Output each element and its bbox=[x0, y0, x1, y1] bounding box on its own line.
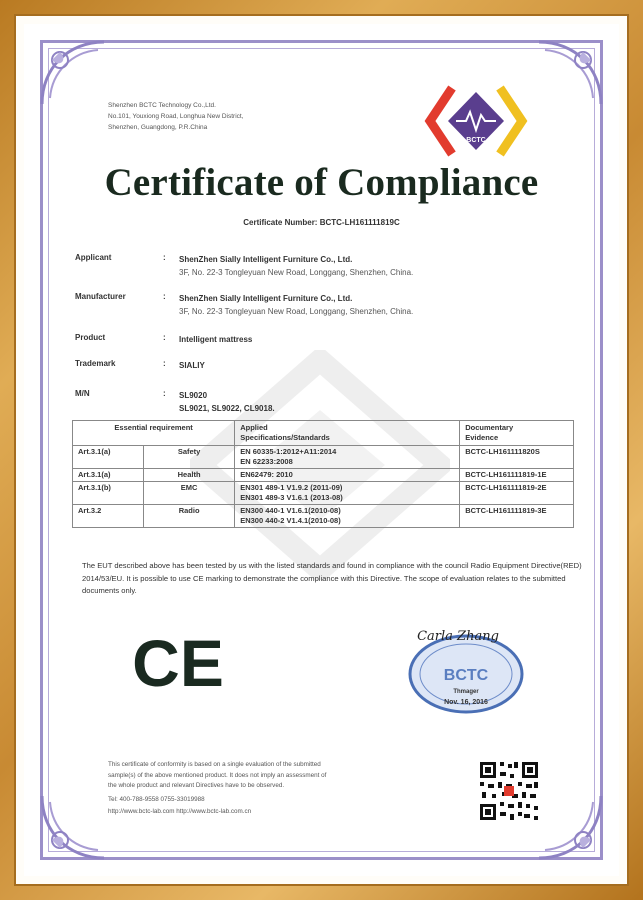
row-standard-1: EN 60335-1:2012+A11:2014 bbox=[240, 447, 337, 456]
footer-phone: Tel: 400-788-9558 0755-33019988 bbox=[108, 795, 205, 803]
applicant-address: 3F, No. 22-3 Tongleyuan New Road, Longgang, Shenzhen, China. bbox=[179, 268, 414, 277]
header-applied bbox=[235, 421, 460, 446]
row-requirement: EMC bbox=[144, 482, 235, 505]
manufacturer-label: Manufacturer bbox=[75, 292, 126, 301]
model-number-primary: SL9020 bbox=[179, 391, 208, 400]
table-row bbox=[73, 482, 574, 505]
model-number-variants: SL9021, SL9022, CL9018. bbox=[179, 404, 275, 413]
corner-ornament-bottom-right bbox=[535, 792, 605, 862]
product-label: Product bbox=[75, 333, 106, 342]
footer-websites: http://www.bctc-lab.com http://www.bctc-lab.com.cn bbox=[108, 808, 252, 815]
issuer-name: Shenzhen BCTC Technology Co.,Ltd. bbox=[108, 102, 216, 109]
row-evidence: BCTC-LH161111819-1E bbox=[460, 469, 574, 482]
applicant-colon: : bbox=[163, 253, 166, 262]
header-applied-line1: Applied bbox=[240, 423, 268, 432]
corner-ornament-top-right bbox=[535, 38, 605, 108]
row-standard-2: EN301 489-3 V1.6.1 (2013-08) bbox=[240, 493, 343, 502]
table-header-row bbox=[73, 421, 574, 446]
row-evidence: BCTC-LH161111820S bbox=[460, 446, 574, 469]
applicant-name: ShenZhen Sially Intelligent Furniture Co., Ltd. bbox=[179, 255, 353, 264]
row-requirement: Safety bbox=[144, 446, 235, 469]
row-standards bbox=[235, 505, 460, 528]
certificate-number: Certificate Number: BCTC-LH161111819C bbox=[243, 218, 400, 227]
row-standards bbox=[235, 446, 460, 469]
row-standard-1: EN301 489-1 V1.9.2 (2011-09) bbox=[240, 483, 343, 492]
row-requirement: Radio bbox=[144, 505, 235, 528]
product-value: Intelligent mattress bbox=[179, 335, 253, 344]
row-article: Art.3.1(a) bbox=[73, 446, 144, 469]
header-essential: Essential requirement bbox=[73, 421, 235, 446]
seal-text: BCTC bbox=[443, 667, 489, 684]
footer-line: This certificate of conformity is based on a single evaluation of the submitted bbox=[108, 761, 321, 768]
table-row bbox=[73, 505, 574, 528]
row-article: Art.3.1(b) bbox=[73, 482, 144, 505]
logo-text: BCTC bbox=[466, 137, 486, 144]
model-number-colon: : bbox=[163, 389, 166, 398]
bctc-logo bbox=[424, 82, 528, 160]
footer-disclaimer bbox=[108, 760, 474, 818]
header-applied-line2: Specifications/Standards bbox=[240, 433, 330, 442]
seal-date: Nov. 16, 2016 bbox=[444, 699, 488, 706]
certificate-title: Certificate of Compliance bbox=[104, 161, 539, 204]
corner-ornament-top-left bbox=[38, 38, 108, 108]
trademark-label: Trademark bbox=[75, 359, 116, 368]
trademark-value: SIALIY bbox=[179, 361, 205, 370]
header-doc-line1: Documentary bbox=[465, 423, 514, 432]
signature: Carla Zhang bbox=[417, 629, 499, 644]
row-standard-1: EN300 440-1 V1.6.1(2010-08) bbox=[240, 506, 341, 515]
issuer-city: Shenzhen, Guangdong, P.R.China bbox=[108, 124, 208, 131]
trademark-colon: : bbox=[163, 359, 166, 368]
manufacturer-address: 3F, No. 22-3 Tongleyuan New Road, Longgang, Shenzhen, China. bbox=[179, 307, 414, 316]
row-standard-2: EN 62233:2008 bbox=[240, 457, 293, 466]
requirements-table bbox=[72, 420, 574, 528]
table-row bbox=[73, 446, 574, 469]
footer-line: the whole product and relevant Directives have to be observed. bbox=[108, 782, 285, 789]
ce-mark-text: CE bbox=[132, 628, 224, 694]
row-standards bbox=[235, 482, 460, 505]
row-evidence: BCTC-LH161111819-3E bbox=[460, 505, 574, 528]
manufacturer-name: ShenZhen Sially Intelligent Furniture Co., Ltd. bbox=[179, 294, 353, 303]
product-colon: : bbox=[163, 333, 166, 342]
row-article: Art.3.1(a) bbox=[73, 469, 144, 482]
manufacturer-colon: : bbox=[163, 292, 166, 301]
row-requirement: Health bbox=[144, 469, 235, 482]
table-row bbox=[73, 469, 574, 482]
footer-line: sample(s) of the above mentioned product. It does not imply an assessment of bbox=[108, 771, 327, 779]
official-seal bbox=[396, 618, 528, 716]
corner-ornament-bottom-left bbox=[38, 792, 108, 862]
signer-name: Thmager bbox=[453, 689, 479, 695]
applicant-label: Applicant bbox=[75, 253, 112, 262]
issuer-address bbox=[108, 100, 368, 133]
row-standard-2: EN300 440-2 V1.4.1(2010-08) bbox=[240, 516, 341, 525]
header-documentary bbox=[460, 421, 574, 446]
qr-code[interactable] bbox=[478, 760, 540, 822]
row-standards bbox=[235, 469, 460, 482]
compliance-statement: The EUT described above has been tested by us with the listed standards and found in compliance with the council Radio Equipment Directive(RED) 2014/53/EU. It is possible to use CE marking to demonstrate the compliance with this Directive. The scope of evaluation relates to the submitted documents only. bbox=[82, 561, 582, 595]
issuer-street: No.101, Youxiong Road, Longhua New District, bbox=[108, 113, 244, 120]
row-article: Art.3.2 bbox=[73, 505, 144, 528]
model-number-label: M/N bbox=[75, 389, 90, 398]
ce-mark bbox=[128, 628, 228, 694]
row-evidence: BCTC-LH161111819-2E bbox=[460, 482, 574, 505]
header-doc-line2: Evidence bbox=[465, 433, 499, 442]
row-standard-1: EN62479: 2010 bbox=[240, 470, 293, 479]
